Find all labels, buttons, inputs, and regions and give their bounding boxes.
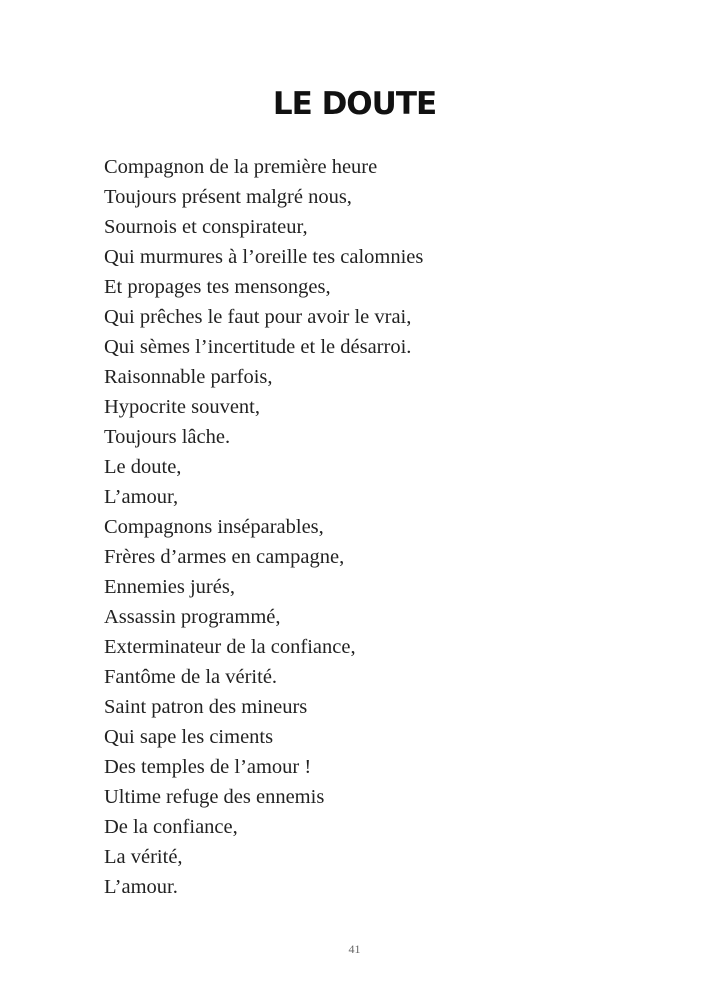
poem-line: Toujours lâche. xyxy=(104,426,231,448)
poem-line: Qui murmures à l’oreille tes calomnies xyxy=(104,246,424,268)
poem-line: Saint patron des mineurs xyxy=(104,696,308,718)
poem-line: Qui prêches le faut pour avoir le vrai, xyxy=(104,306,412,328)
poem-line: Ennemies jurés, xyxy=(104,576,235,598)
poem-line: La vérité, xyxy=(104,846,183,868)
poem-line: Hypocrite souvent, xyxy=(104,396,260,418)
poem-line: Qui sape les ciments xyxy=(104,726,274,748)
poem-body xyxy=(104,152,423,902)
poem-line: Raisonnable parfois, xyxy=(104,366,273,388)
poem-line: Toujours présent malgré nous, xyxy=(104,186,352,208)
poem-line: Compagnon de la première heure xyxy=(104,156,378,178)
poem-line: Des temples de l’amour ! xyxy=(104,756,312,778)
poem-line: De la confiance, xyxy=(104,816,238,838)
poem-line: L’amour. xyxy=(104,876,178,898)
poem-line: Frères d’armes en campagne, xyxy=(104,546,345,568)
poem-line: L’amour, xyxy=(104,486,179,508)
poem-line: Sournois et conspirateur, xyxy=(104,216,308,238)
poem-line: Ultime refuge des ennemis xyxy=(104,786,325,808)
poem-line: Fantôme de la vérité. xyxy=(104,666,278,688)
poem-line: Compagnons inséparables, xyxy=(104,516,324,538)
poem-line: Exterminateur de la confiance, xyxy=(104,636,356,658)
page-number: 41 xyxy=(348,942,361,956)
poem-line: Et propages tes mensonges, xyxy=(104,276,331,298)
poem-line: Qui sèmes l’incertitude et le désarroi. xyxy=(104,336,412,358)
poem-line: Assassin programmé, xyxy=(104,606,281,628)
poem-title: LE DOUTE xyxy=(272,86,437,122)
poem-line: Le doute, xyxy=(104,456,182,478)
